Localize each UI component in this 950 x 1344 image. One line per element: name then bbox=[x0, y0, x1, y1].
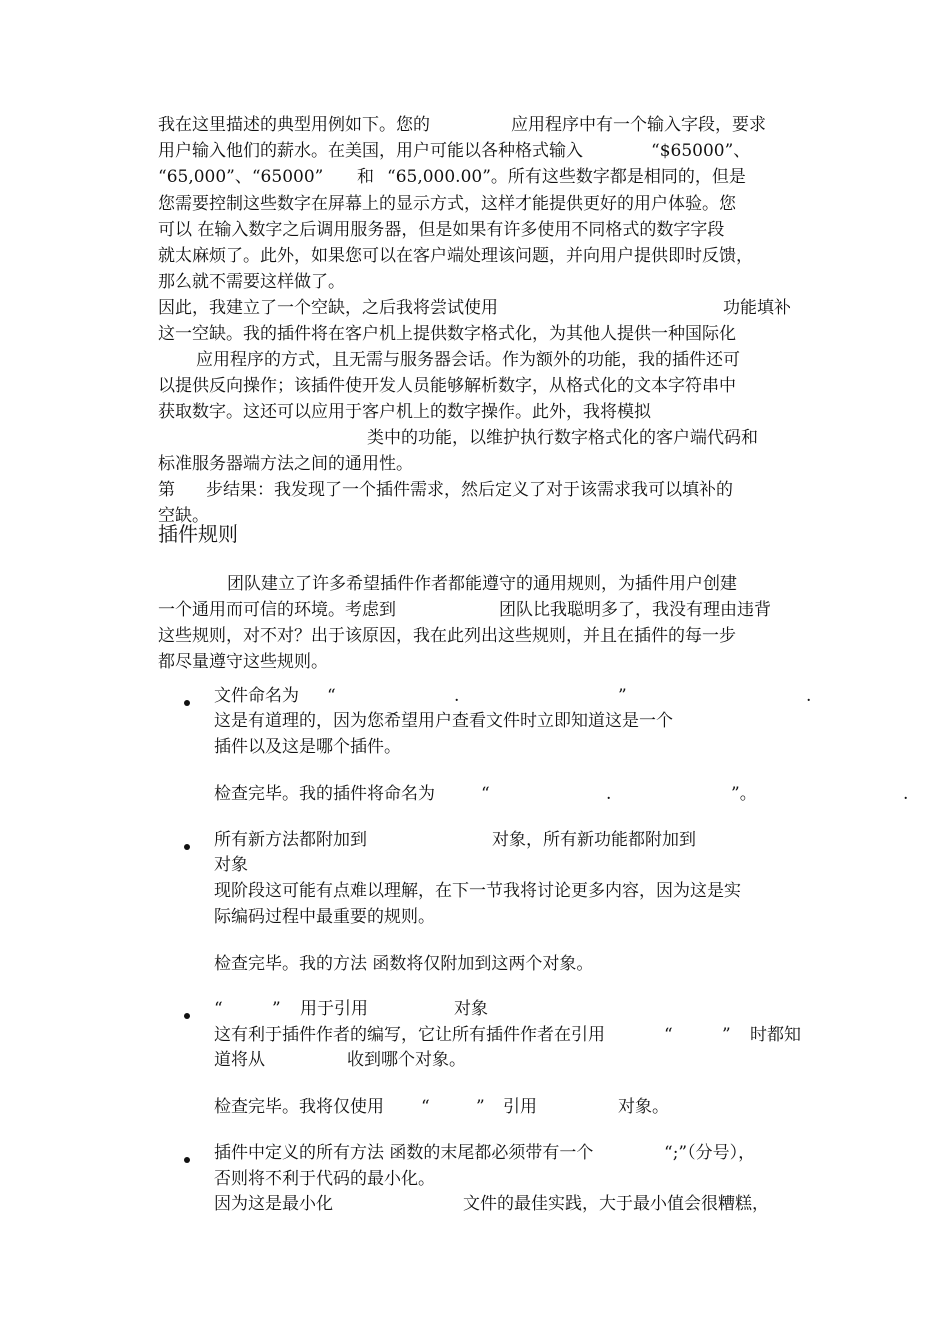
text-line: 空缺。 bbox=[158, 506, 209, 526]
text-line: 类中的功能，以维护执行数字格式化的客户端代码和 bbox=[367, 428, 758, 448]
text-line: 现阶段这可能有点难以理解，在下一节我将讨论更多内容，因为这是实 bbox=[214, 881, 741, 901]
text-line: 文件的最佳实践，大于最小值会很糟糕， bbox=[463, 1194, 769, 1214]
text-line: 插件以及这是哪个插件。 bbox=[214, 737, 401, 757]
text-line: 团队建立了许多希望插件作者都能遵守的通用规则，为插件用户创建 bbox=[227, 574, 737, 594]
text-line: 团队比我聪明多了，我没有理由违背 bbox=[499, 600, 771, 620]
text-line: 这有利于插件作者的编写，它让所有插件作者在引用 bbox=[214, 1025, 605, 1045]
text-line: 应用程序中有一个输入字段，要求 bbox=[511, 115, 766, 135]
text-line: . bbox=[606, 784, 612, 804]
text-line: 获取数字。这还可以应用于客户机上的数字操作。此外，我将模拟 bbox=[158, 402, 651, 422]
text-line: 步结果：我发现了一个插件需求，然后定义了对于该需求我可以填补的 bbox=[206, 480, 733, 500]
bullet-icon bbox=[184, 1157, 190, 1163]
text-line: 所有新方法都附加到 bbox=[214, 830, 367, 850]
text-line: ” bbox=[272, 999, 281, 1019]
text-line: 对象 bbox=[454, 999, 488, 1019]
text-line: “65,000”、“65000” bbox=[158, 167, 324, 187]
text-line: 检查完毕。我将仅使用 bbox=[214, 1097, 384, 1117]
text-line: 都尽量遵守这些规则。 bbox=[158, 652, 328, 672]
text-line: 标准服务器端方法之间的通用性。 bbox=[158, 454, 413, 474]
text-line: “ bbox=[421, 1097, 430, 1117]
text-line: 检查完毕。我的方法 函数将仅附加到这两个对象。 bbox=[214, 954, 594, 974]
text-line: “ bbox=[214, 999, 223, 1019]
text-line: 就太麻烦了。此外，如果您可以在客户端处理该问题，并向用户提供即时反馈， bbox=[158, 246, 753, 266]
text-line: ” bbox=[722, 1025, 731, 1045]
text-line: “$65000”、 bbox=[651, 141, 751, 161]
text-line: 和 bbox=[357, 167, 374, 187]
text-line: 对象 bbox=[214, 855, 248, 875]
text-line: 这是有道理的，因为您希望用户查看文件时立即知道这是一个 bbox=[214, 711, 673, 731]
text-line: 那么就不需要这样做了。 bbox=[158, 272, 345, 292]
text-line: 用于引用 bbox=[300, 999, 368, 1019]
text-line: “ bbox=[481, 784, 490, 804]
text-line: 可以 在输入数字之后调用服务器，但是如果有许多使用不同格式的数字字段 bbox=[158, 220, 725, 240]
text-line: . bbox=[454, 686, 460, 706]
text-line: 收到哪个对象。 bbox=[347, 1050, 466, 1070]
text-line: ” bbox=[618, 686, 627, 706]
text-line: 用户输入他们的薪水。在美国，用户可能以各种格式输入 bbox=[158, 141, 583, 161]
text-line: 文件命名为 bbox=[214, 686, 299, 706]
text-line: 功能填补 bbox=[723, 298, 791, 318]
text-line: 对象。 bbox=[618, 1097, 669, 1117]
text-line: ”。 bbox=[731, 784, 757, 804]
text-line: “ bbox=[327, 686, 336, 706]
text-line: 引用 bbox=[503, 1097, 537, 1117]
text-line: 这一空缺。我的插件将在客户机上提供数字格式化，为其他人提供一种国际化 bbox=[158, 324, 736, 344]
text-line: ” bbox=[476, 1097, 485, 1117]
text-line: 检查完毕。我的插件将命名为 bbox=[214, 784, 435, 804]
text-line: 因此，我建立了一个空缺，之后我将尝试使用 bbox=[158, 298, 498, 318]
text-line: 际编码过程中最重要的规则。 bbox=[214, 907, 435, 927]
text-line: 我在这里描述的典型用例如下。您的 bbox=[158, 115, 430, 135]
text-line: 时都知 bbox=[750, 1025, 801, 1045]
text-line: 您需要控制这些数字在屏幕上的显示方式，这样才能提供更好的用户体验。您 bbox=[158, 194, 736, 214]
text-line: 以提供反向操作；该插件使开发人员能够解析数字，从格式化的文本字符串中 bbox=[158, 376, 736, 396]
text-line: 第 bbox=[158, 480, 175, 500]
text-line: 道将从 bbox=[214, 1050, 265, 1070]
bullet-icon bbox=[184, 700, 190, 706]
text-line: 因为这是最小化 bbox=[214, 1194, 333, 1214]
text-line: 否则将不利于代码的最小化。 bbox=[214, 1169, 435, 1189]
bullet-icon bbox=[184, 1013, 190, 1019]
bullet-icon bbox=[184, 844, 190, 850]
text-line: “ bbox=[664, 1025, 673, 1045]
text-line: 对象，所有新功能都附加到 bbox=[492, 830, 696, 850]
text-line: 插件中定义的所有方法 函数的末尾都必须带有一个 bbox=[214, 1143, 594, 1163]
text-line: . bbox=[806, 686, 812, 706]
text-line: “65,000.00”。所有这些数字都是相同的，但是 bbox=[387, 167, 746, 187]
section-heading: 插件规则 bbox=[158, 522, 238, 546]
text-line: 应用程序的方式，且无需与服务器会话。作为额外的功能，我的插件还可 bbox=[196, 350, 740, 370]
text-line: “;”（分号）， bbox=[664, 1143, 756, 1163]
text-line: 一个通用而可信的环境。考虑到 bbox=[158, 600, 396, 620]
text-line: . bbox=[903, 784, 909, 804]
text-line: 这些规则，对不对？出于该原因，我在此列出这些规则，并且在插件的每一步 bbox=[158, 626, 736, 646]
